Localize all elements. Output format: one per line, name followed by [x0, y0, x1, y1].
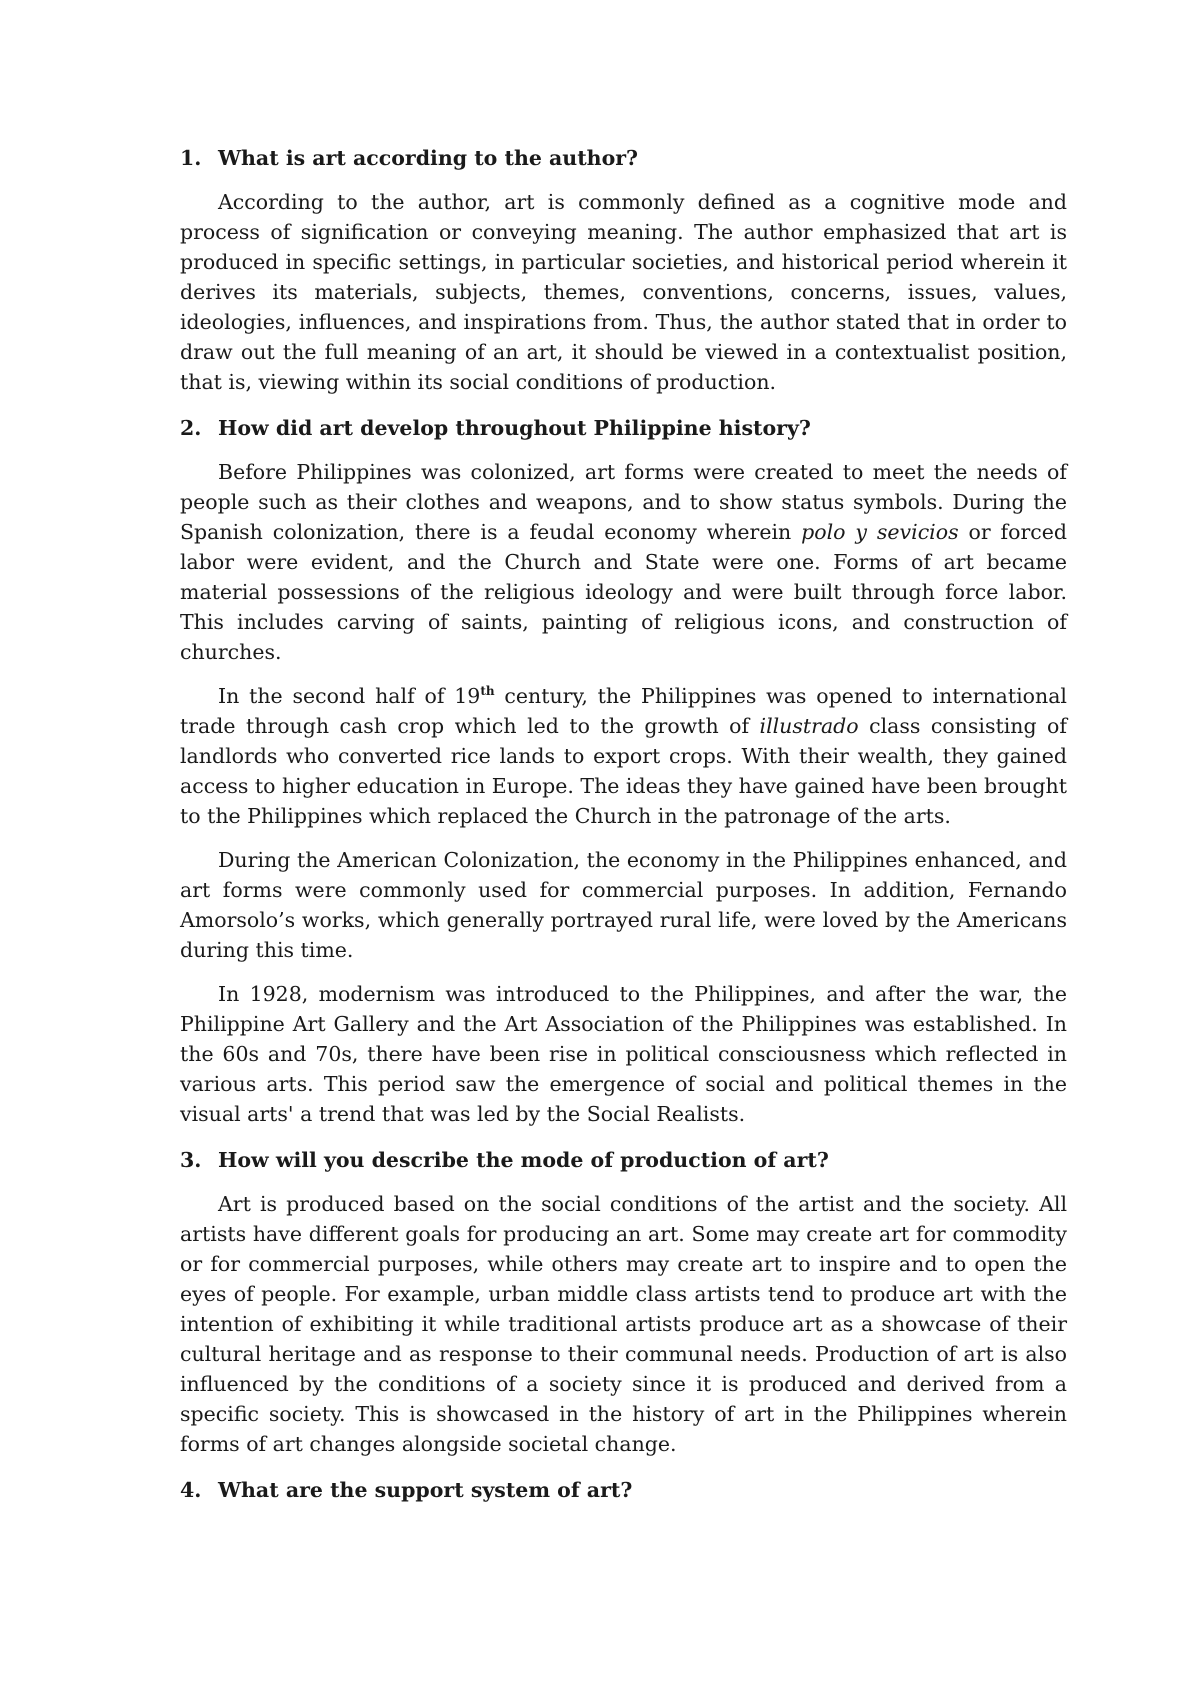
paragraph-text: century, the Philippines was opened to international trade through cash crop which led to the growth of — [180, 684, 1067, 738]
paragraph-text: or forced labor were evident, and the Church and State were one. Forms of art became material possessions of the religious ideology and were built through force labor. This includes carving of saints, painting of religious icons, and construction of churches. — [180, 520, 1067, 664]
question-heading — [180, 1475, 1067, 1505]
question-number: 4. — [180, 1478, 202, 1502]
answer-paragraph: According to the author, art is commonly defined as a cognitive mode and process of signification or conveying meaning. The author emphasized that art is produced in specific settings, in particular societies, and historical period wherein it derives its materials, subjects, themes, conventions, concerns, issues, values, ideologies, influences, and inspirations from. Thus, the author stated that in order to draw out the full meaning of an art, it should be viewed in a contextualist position, that is, viewing within its social conditions of production. — [180, 190, 1067, 394]
answer-paragraph — [180, 457, 1067, 667]
question-text: What are the support system of art? — [218, 1478, 633, 1502]
paragraph-text: Before Philippines was colonized, art forms were created to meet the needs of people such as their clothes and weapons, and to show status symbols. During the Spanish colonization, there is a feudal economy wherein — [180, 460, 1067, 544]
answer-paragraph — [180, 681, 1067, 831]
question-number: 2. — [180, 416, 202, 440]
paragraph-text: In the second half of 19 — [218, 684, 481, 708]
question-heading — [180, 143, 1067, 173]
italic-term: illustrado — [759, 714, 859, 738]
question-heading — [180, 413, 1067, 443]
italic-term: polo y sevicios — [801, 520, 959, 544]
question-heading — [180, 1145, 1067, 1175]
question-number: 3. — [180, 1148, 202, 1172]
question-text: What is art according to the author? — [218, 146, 639, 170]
question-text: How will you describe the mode of production of art? — [218, 1148, 829, 1172]
question-number: 1. — [180, 146, 202, 170]
document-body — [180, 143, 1067, 1519]
paragraph-text: class consisting of landlords who converted rice lands to export crops. With their wealth, they gained access to higher education in Europe. The ideas they have gained have been brought to the Philippines which replaced the Church in the patronage of the arts. — [180, 714, 1067, 828]
answer-paragraph: During the American Colonization, the economy in the Philippines enhanced, and art forms were commonly used for commercial purposes. In addition, Fernando Amorsolo’s works, which generally portrayed rural life, were loved by the Americans during this time. — [180, 848, 1067, 962]
answer-paragraph: Art is produced based on the social conditions of the artist and the society. All artists have different goals for producing an art. Some may create art for commodity or for commercial purposes, while others may create art to inspire and to open the eyes of people. For example, urban middle class artists tend to produce art with the intention of exhibiting it while traditional artists produce art as a showcase of their cultural heritage and as response to their communal needs. Production of art is also influenced by the conditions of a society since it is produced and derived from a specific society. This is showcased in the history of art in the Philippines wherein forms of art changes alongside societal change. — [180, 1192, 1067, 1456]
ordinal-superscript: th — [480, 684, 495, 698]
question-text: How did art develop throughout Philippine history? — [218, 416, 811, 440]
answer-paragraph: In 1928, modernism was introduced to the Philippines, and after the war, the Philippine Art Gallery and the Art Association of the Philippines was established. In the 60s and 70s, there have been rise in political consciousness which reflected in various arts. This period saw the emergence of social and political themes in the visual arts' a trend that was led by the Social Realists. — [180, 982, 1067, 1126]
